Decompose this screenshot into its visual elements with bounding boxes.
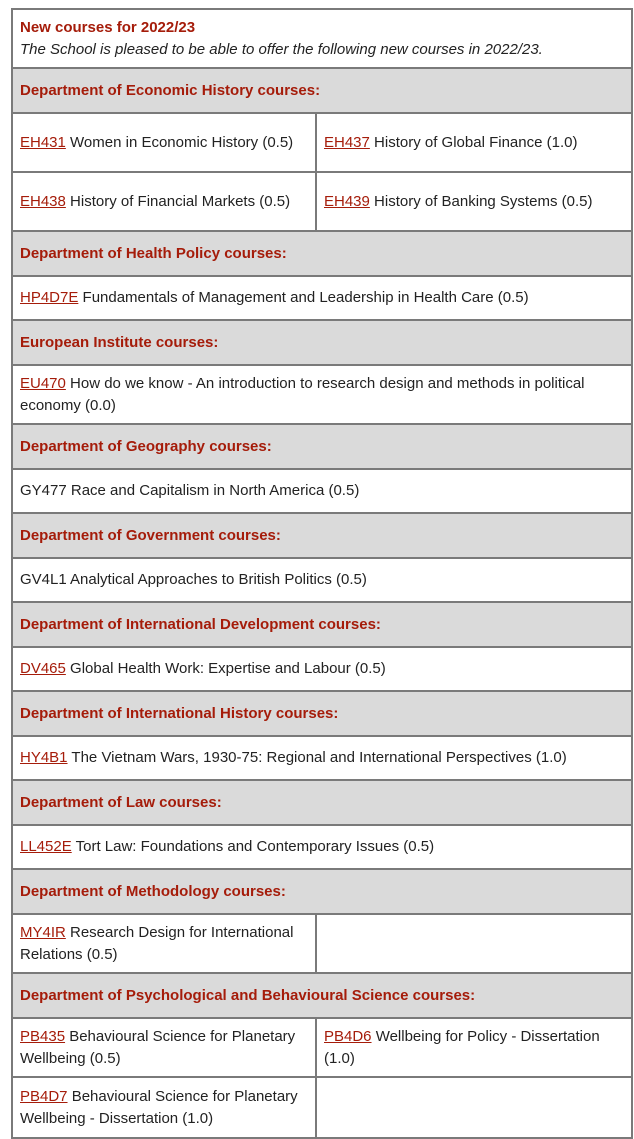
- section-header-geography: [12, 424, 632, 469]
- course-row: [12, 276, 632, 320]
- course-row: [12, 1077, 632, 1138]
- section-heading: Department of Economic History courses:: [12, 68, 632, 113]
- course-cell: [12, 365, 632, 424]
- intro-row: [12, 9, 632, 68]
- course-title: Behavioural Science for Planetary Wellbeing (0.5): [20, 1027, 296, 1067]
- section-header-government: [12, 513, 632, 558]
- course-cell: [316, 1018, 632, 1077]
- course-cell: [12, 558, 632, 602]
- course-cell: [12, 1018, 316, 1077]
- course-row: [12, 113, 632, 172]
- course-title: Fundamentals of Management and Leadership in Health Care (0.5): [78, 289, 529, 306]
- course-row: [12, 172, 632, 231]
- course-row: [12, 647, 632, 691]
- course-cell: [12, 825, 632, 869]
- course-link-my4ir[interactable]: MY4IR: [20, 923, 66, 941]
- course-title: The Vietnam Wars, 1930-75: Regional and International Perspectives (1.0): [67, 749, 567, 766]
- course-title: GY477 Race and Capitalism in North America (0.5): [20, 482, 360, 499]
- course-row: [12, 914, 632, 973]
- course-row: [12, 1018, 632, 1077]
- new-courses-table: [11, 8, 633, 1139]
- section-header-health-policy: [12, 231, 632, 276]
- section-heading: Department of Law courses:: [12, 780, 632, 825]
- course-title: History of Banking Systems (0.5): [369, 192, 593, 210]
- course-cell: [12, 647, 632, 691]
- section-header-economic-history: [12, 68, 632, 113]
- course-link-hy4b1[interactable]: HY4B1: [20, 749, 68, 766]
- intro-cell: [12, 9, 632, 68]
- section-heading: Department of Health Policy courses:: [12, 231, 632, 276]
- course-row: [12, 736, 632, 780]
- course-link-eh439[interactable]: EH439: [324, 192, 370, 210]
- intro-title: New courses for 2022/23: [20, 19, 196, 36]
- course-title: Global Health Work: Expertise and Labour (0.5): [65, 660, 386, 677]
- course-link-eh431[interactable]: EH431: [20, 133, 66, 151]
- course-link-pb4d6[interactable]: PB4D6: [324, 1027, 372, 1045]
- section-header-psychological-behavioural-science: [12, 973, 632, 1018]
- course-link-hp4d7e[interactable]: HP4D7E: [20, 289, 79, 306]
- course-title: Research Design for International Relations (0.5): [20, 923, 294, 963]
- section-heading: Department of International History courses:: [12, 691, 632, 736]
- course-cell: [12, 469, 632, 513]
- section-heading: European Institute courses:: [12, 320, 632, 365]
- course-row: [12, 825, 632, 869]
- section-header-international-history: [12, 691, 632, 736]
- course-link-eh438[interactable]: EH438: [20, 192, 66, 210]
- course-title: Tort Law: Foundations and Contemporary Issues (0.5): [71, 838, 435, 855]
- course-title: History of Global Finance (1.0): [369, 133, 578, 151]
- course-cell: [12, 276, 632, 320]
- course-title: GV4L1 Analytical Approaches to British Politics (0.5): [20, 571, 367, 588]
- course-link-dv465[interactable]: DV465: [20, 660, 66, 677]
- section-heading: Department of Psychological and Behavioural Science courses:: [12, 973, 632, 1018]
- intro-text: The School is pleased to be able to offer the following new courses in 2022/23.: [20, 41, 543, 58]
- course-cell: [12, 736, 632, 780]
- section-heading: Department of International Development courses:: [12, 602, 632, 647]
- course-row: [12, 558, 632, 602]
- course-title: Women in Economic History (0.5): [65, 133, 294, 151]
- course-cell: [12, 113, 316, 172]
- course-title: History of Financial Markets (0.5): [65, 192, 291, 210]
- course-cell: [12, 1077, 316, 1138]
- course-row: [12, 469, 632, 513]
- course-link-eh437[interactable]: EH437: [324, 133, 370, 151]
- section-heading: Department of Methodology courses:: [12, 869, 632, 914]
- course-title: Behavioural Science for Planetary Wellbeing - Dissertation (1.0): [20, 1087, 298, 1127]
- section-header-methodology: [12, 869, 632, 914]
- course-title: Wellbeing for Policy - Dissertation (1.0): [324, 1027, 600, 1067]
- course-row: [12, 365, 632, 424]
- course-cell: [12, 914, 316, 973]
- section-heading: Department of Government courses:: [12, 513, 632, 558]
- course-link-pb435[interactable]: PB435: [20, 1027, 66, 1045]
- course-link-eu470[interactable]: EU470: [20, 374, 66, 392]
- empty-cell: [316, 914, 632, 973]
- course-title: How do we know - An introduction to research design and methods in political economy (0.0): [20, 374, 585, 414]
- course-link-pb4d7[interactable]: PB4D7: [20, 1087, 68, 1105]
- section-heading: Department of Geography courses:: [12, 424, 632, 469]
- section-header-international-development: [12, 602, 632, 647]
- section-header-european-institute: [12, 320, 632, 365]
- course-cell: [12, 172, 316, 231]
- section-header-law: [12, 780, 632, 825]
- empty-cell: [316, 1077, 632, 1138]
- course-cell: [316, 172, 632, 231]
- course-link-ll452e[interactable]: LL452E: [20, 838, 72, 855]
- course-cell: [316, 113, 632, 172]
